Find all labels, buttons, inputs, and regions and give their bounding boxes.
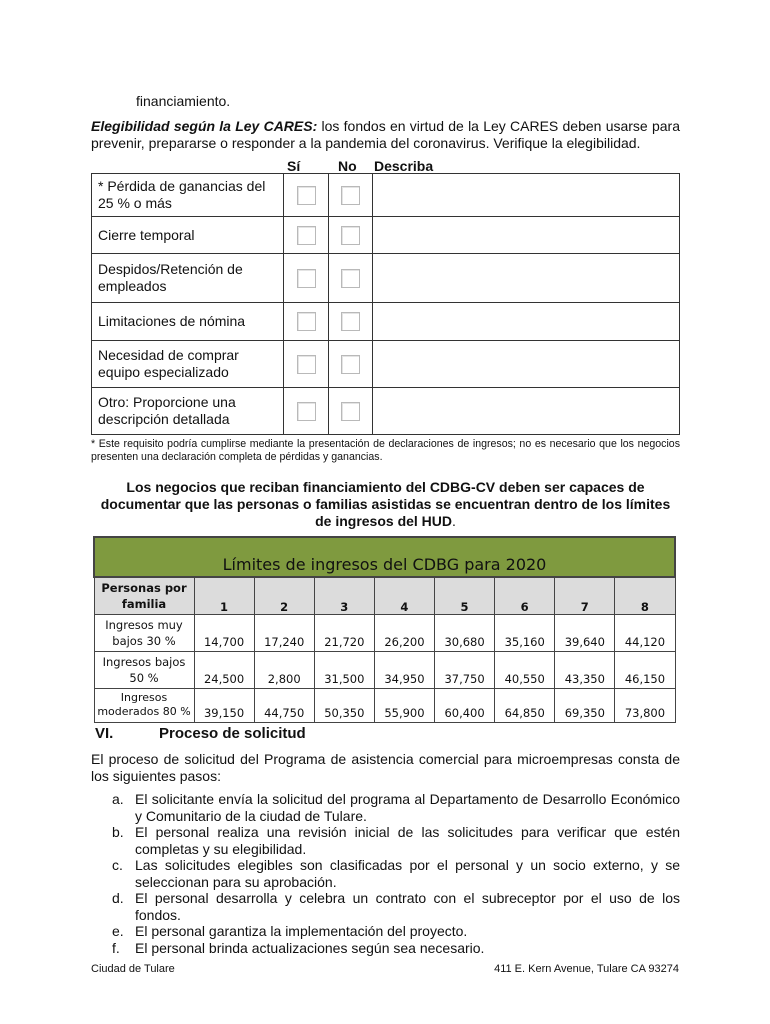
section-heading bbox=[95, 725, 306, 742]
eligibility-row-label: Despidos/Retención de empleados bbox=[92, 254, 284, 303]
household-size-cell: 3 bbox=[314, 577, 374, 614]
income-value-cell: 37,750 bbox=[435, 651, 495, 688]
eligibility-row bbox=[92, 174, 680, 217]
step-text: El personal garantiza la implementación del proyecto. bbox=[135, 923, 468, 939]
eligibility-row-label: Cierre temporal bbox=[92, 217, 284, 254]
si-checkbox[interactable] bbox=[297, 402, 316, 421]
step-text: El solicitante envía la solicitud del programa al Departamento de Desarrollo Económico y Comunitario de la ciudad de Tulare. bbox=[135, 791, 680, 824]
step-text: El personal realiza una revisión inicial de las solicitudes para verificar que estén completas y su elegibilidad. bbox=[135, 824, 680, 857]
list-item bbox=[91, 857, 680, 890]
eligibility-row-label: Limitaciones de nómina bbox=[92, 303, 284, 341]
no-checkbox[interactable] bbox=[341, 269, 360, 288]
income-table-row bbox=[94, 614, 675, 651]
list-item bbox=[91, 940, 680, 957]
eligibility-heading: Elegibilidad según la Ley CARES: bbox=[91, 118, 318, 134]
income-table-title: Límites de ingresos del CDBG para 2020 bbox=[94, 537, 675, 577]
income-value-cell: 73,800 bbox=[615, 688, 675, 722]
income-value-cell: 30,680 bbox=[435, 614, 495, 651]
income-level-label: Ingresos moderados 80 % bbox=[94, 688, 194, 722]
describe-field[interactable] bbox=[373, 217, 680, 254]
step-text: El personal desarrolla y celebra un contrato con el subreceptor por el uso de los fondos. bbox=[135, 890, 680, 923]
footer-left: Ciudad de Tulare bbox=[91, 963, 175, 975]
income-value-cell: 39,640 bbox=[555, 614, 615, 651]
income-level-label: Ingresos bajos 50 % bbox=[94, 651, 194, 688]
column-header-describe: Describa bbox=[374, 158, 434, 174]
income-value-cell: 31,500 bbox=[314, 651, 374, 688]
step-marker: b. bbox=[112, 824, 124, 840]
column-header-no: No bbox=[338, 158, 357, 174]
income-value-cell: 2,800 bbox=[254, 651, 314, 688]
eligibility-row bbox=[92, 217, 680, 254]
list-item bbox=[91, 890, 680, 923]
no-checkbox[interactable] bbox=[341, 186, 360, 205]
no-checkbox[interactable] bbox=[341, 402, 360, 421]
eligibility-row-label: * Pérdida de ganancias del 25 % o más bbox=[92, 174, 284, 217]
household-size-header: Personas por familia bbox=[94, 577, 194, 614]
describe-field[interactable] bbox=[373, 174, 680, 217]
si-checkbox[interactable] bbox=[297, 226, 316, 245]
income-value-cell: 64,850 bbox=[495, 688, 555, 722]
income-value-cell: 17,240 bbox=[254, 614, 314, 651]
step-marker: a. bbox=[112, 791, 124, 807]
notice-period: . bbox=[452, 513, 456, 529]
income-table-header-row bbox=[94, 577, 675, 614]
eligibility-row bbox=[92, 341, 680, 388]
step-text: Las solicitudes elegibles son clasificadas por el personal y un socio externo, y se seleccionan para su aprobación. bbox=[135, 857, 680, 890]
step-marker: d. bbox=[112, 890, 124, 906]
si-checkbox[interactable] bbox=[297, 269, 316, 288]
intro-fragment: financiamiento. bbox=[136, 93, 231, 109]
step-marker: c. bbox=[112, 857, 123, 873]
list-item bbox=[91, 824, 680, 857]
income-value-cell: 26,200 bbox=[374, 614, 434, 651]
income-value-cell: 40,550 bbox=[495, 651, 555, 688]
eligibility-paragraph bbox=[91, 118, 680, 152]
household-size-cell: 2 bbox=[254, 577, 314, 614]
list-item bbox=[91, 923, 680, 940]
step-marker: f. bbox=[112, 939, 120, 956]
income-value-cell: 43,350 bbox=[555, 651, 615, 688]
income-table-row bbox=[94, 688, 675, 722]
household-size-cell: 4 bbox=[374, 577, 434, 614]
eligibility-row bbox=[92, 388, 680, 435]
notice-bold-text: Los negocios que reciban financiamiento del CDBG-CV deben ser capaces de documentar que las personas o familias asistidas se encuentran dentro de los límites de ingresos del HUD bbox=[100, 479, 671, 529]
income-value-cell: 21,720 bbox=[314, 614, 374, 651]
income-value-cell: 44,120 bbox=[615, 614, 675, 651]
describe-field[interactable] bbox=[373, 303, 680, 341]
income-value-cell: 34,950 bbox=[374, 651, 434, 688]
section-number: VI. bbox=[95, 725, 114, 742]
income-value-cell: 69,350 bbox=[555, 688, 615, 722]
no-checkbox[interactable] bbox=[341, 312, 360, 331]
describe-field[interactable] bbox=[373, 388, 680, 435]
si-checkbox[interactable] bbox=[297, 186, 316, 205]
no-checkbox[interactable] bbox=[341, 355, 360, 374]
footer-right: 411 E. Kern Avenue, Tulare CA 93274 bbox=[494, 963, 679, 975]
income-value-cell: 46,150 bbox=[615, 651, 675, 688]
income-value-cell: 24,500 bbox=[194, 651, 254, 688]
no-checkbox[interactable] bbox=[341, 226, 360, 245]
eligibility-row-label: Otro: Proporcione una descripción detallada bbox=[92, 388, 284, 435]
eligibility-row bbox=[92, 254, 680, 303]
income-value-cell: 35,160 bbox=[495, 614, 555, 651]
eligibility-footnote: * Este requisito podría cumplirse mediante la presentación de declaraciones de ingresos; no es necesario que los negocios presenten una declaración completa de pérdidas y ganancias. bbox=[91, 438, 680, 463]
section-intro: El proceso de solicitud del Programa de asistencia comercial para microempresas consta de los siguientes pasos: bbox=[91, 751, 680, 784]
income-value-cell: 60,400 bbox=[435, 688, 495, 722]
household-size-cell: 5 bbox=[435, 577, 495, 614]
steps-list bbox=[91, 791, 680, 956]
household-size-cell: 1 bbox=[194, 577, 254, 614]
notice-paragraph bbox=[91, 479, 680, 530]
income-value-cell: 14,700 bbox=[194, 614, 254, 651]
eligibility-row bbox=[92, 303, 680, 341]
income-value-cell: 44,750 bbox=[254, 688, 314, 722]
si-checkbox[interactable] bbox=[297, 312, 316, 331]
section-title: Proceso de solicitud bbox=[159, 725, 306, 742]
income-value-cell: 39,150 bbox=[194, 688, 254, 722]
list-item bbox=[91, 791, 680, 824]
si-checkbox[interactable] bbox=[297, 355, 316, 374]
income-table-row bbox=[94, 651, 675, 688]
eligibility-table bbox=[91, 173, 680, 435]
describe-field[interactable] bbox=[373, 341, 680, 388]
household-size-cell: 7 bbox=[555, 577, 615, 614]
income-value-cell: 50,350 bbox=[314, 688, 374, 722]
eligibility-row-label: Necesidad de comprar equipo especializado bbox=[92, 341, 284, 388]
step-text: El personal brinda actualizaciones según sea necesario. bbox=[135, 939, 485, 956]
step-marker: e. bbox=[112, 923, 124, 939]
describe-field[interactable] bbox=[373, 254, 680, 303]
household-size-cell: 6 bbox=[495, 577, 555, 614]
eligibility-text: los fondos en virtud de la Ley CARES deben usarse para prevenir, prepararse o responder a la pandemia del coronavirus. Verifique la elegibilidad. bbox=[91, 118, 680, 151]
column-header-si: Sí bbox=[287, 158, 301, 174]
income-level-label: Ingresos muy bajos 30 % bbox=[94, 614, 194, 651]
household-size-cell: 8 bbox=[615, 577, 675, 614]
income-value-cell: 55,900 bbox=[374, 688, 434, 722]
income-limits-table bbox=[93, 536, 676, 723]
